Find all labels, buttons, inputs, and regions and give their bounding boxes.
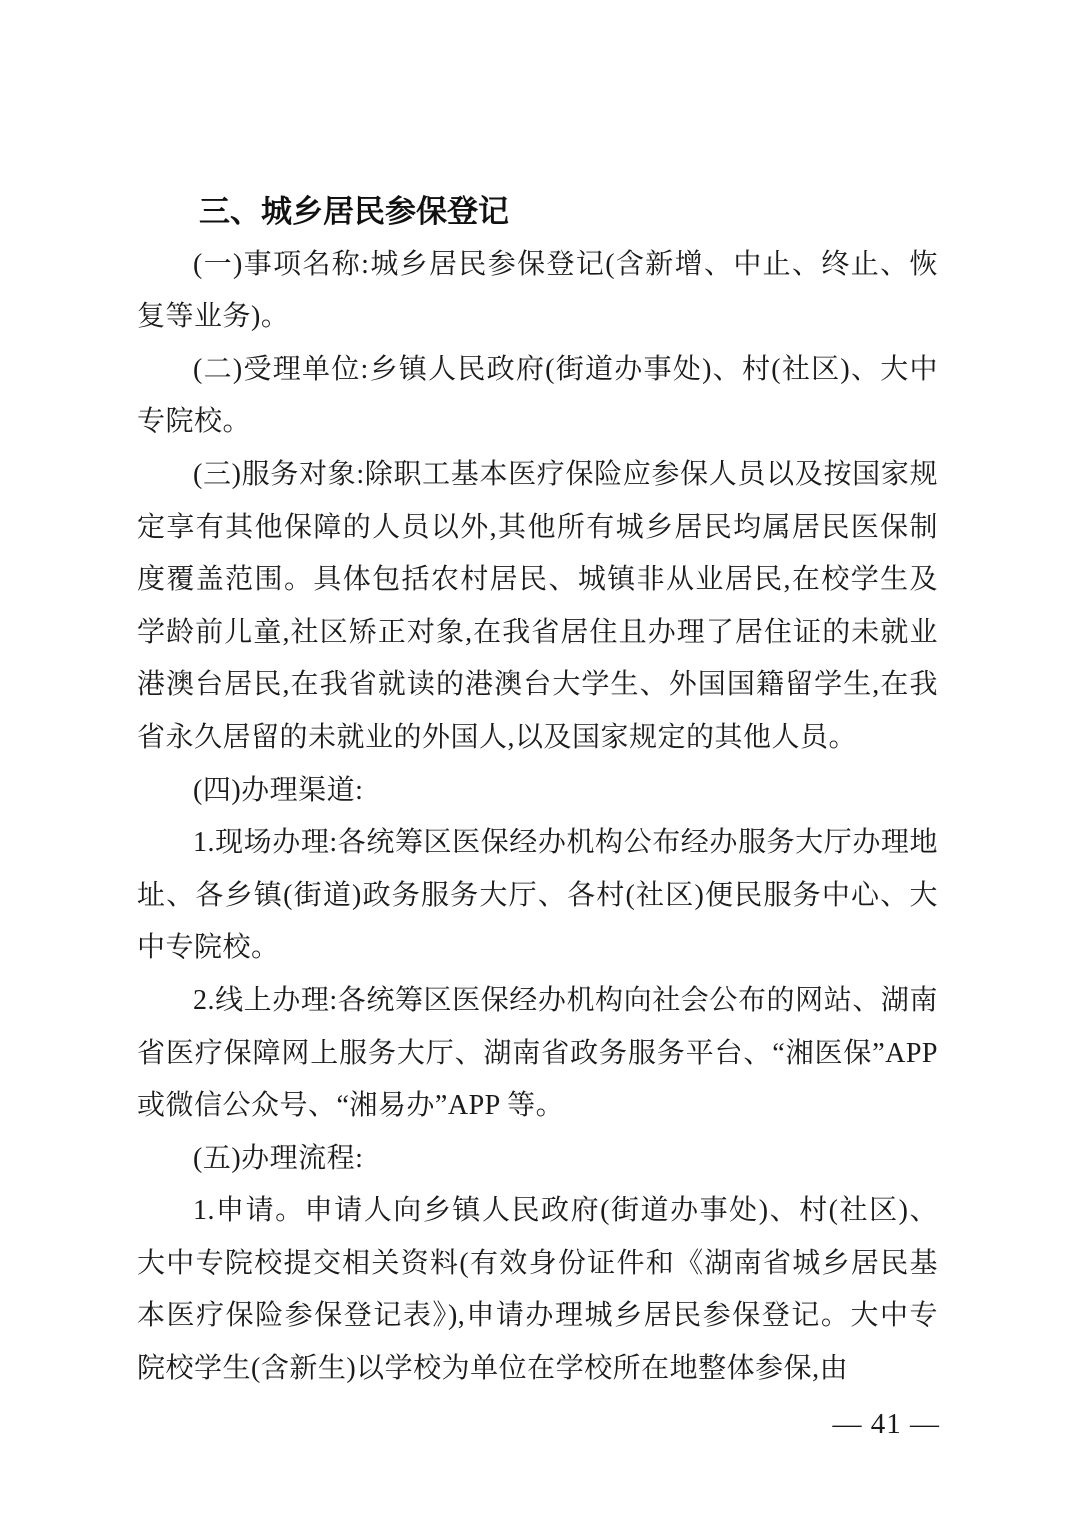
page-footer [833,1404,941,1444]
paragraph-item-name: (一)事项名称:城乡居民参保登记(含新增、中止、终止、恢复等业务)。 [137,248,938,333]
paragraph-application-step: 1.申请。申请人向乡镇人民政府(街道办事处)、村(社区)、大中专院校提交相关资料(有效身份证件和《湖南省城乡居民基本医疗保险参保登记表》),申请办理城乡居民参保登记。大中专院校学生(含新生)以学校为单位在学校所在地整体参保,由 [137,1195,938,1385]
paragraph-process-heading: (五)办理流程: [193,1142,364,1174]
document-body [137,186,938,1396]
section-heading: 三、城乡居民参保登记 [199,194,509,229]
paragraph-online-channel: 2.线上办理:各统筹区医保经办机构向社会公布的网站、湖南省医疗保障网上服务大厅、湖南省政务服务平台、“湘医保”APP 或微信公众号、“湘易办”APP 等。 [137,984,938,1122]
paragraph-service-targets: (三)服务对象:除职工基本医疗保险应参保人员以及按国家规定享有其他保障的人员以外,其他所有城乡居民均属居民医保制度覆盖范围。具体包括农村居民、城镇非从业居民,在校学生及学龄前儿童,社区矫正对象,在我省居住且办理了居住证的未就业港澳台居民,在我省就读的港澳台大学生、外国国籍留学生,在我省永久居留的未就业的外国人,以及国家规定的其他人员。 [137,458,938,753]
paragraph-channels-heading: (四)办理渠道: [193,774,364,806]
paragraph-onsite-channel: 1.现场办理:各统筹区医保经办机构公布经办服务大厅办理地址、各乡镇(街道)政务服务大厅、各村(社区)便民服务中心、大中专院校。 [137,827,938,964]
page-number: — 41 — [832,1408,940,1440]
paragraph-accepting-unit: (二)受理单位:乡镇人民政府(街道办事处)、村(社区)、大中专院校。 [137,353,938,438]
